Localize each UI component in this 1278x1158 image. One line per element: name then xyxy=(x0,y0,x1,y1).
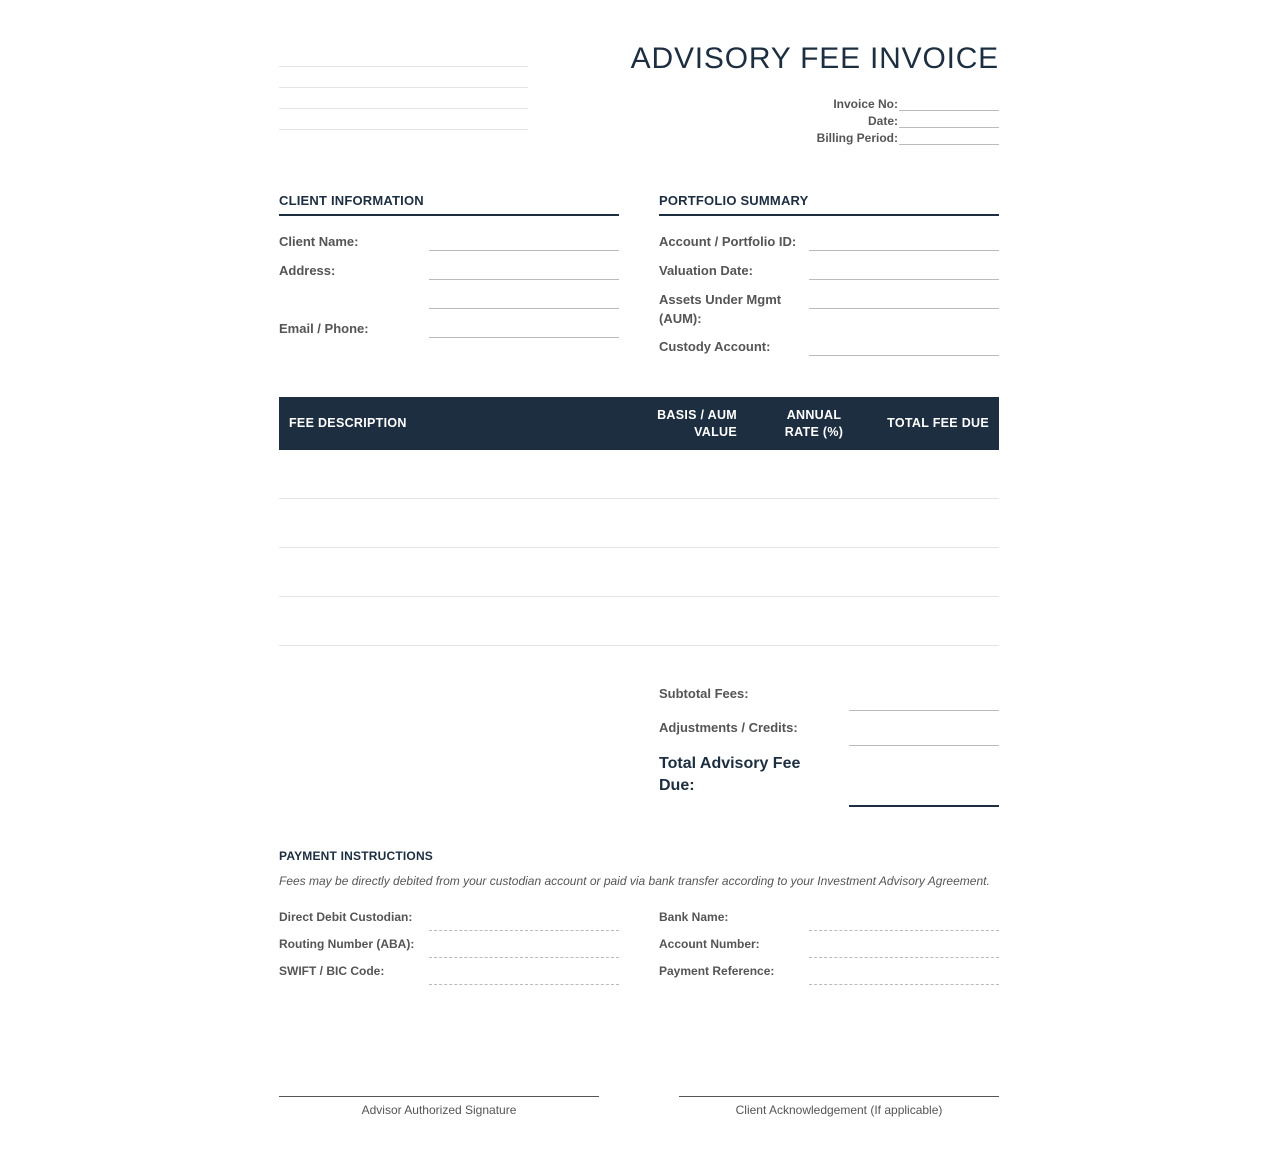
payment-reference-field[interactable] xyxy=(809,984,999,985)
table-row[interactable] xyxy=(279,597,999,646)
portfolio-summary-heading: PORTFOLIO SUMMARY xyxy=(659,193,999,216)
fee-table-header xyxy=(279,397,999,450)
date-label: Date: xyxy=(867,114,898,128)
advisor-signature-label: Advisor Authorized Signature xyxy=(361,1103,517,1117)
subtotal-field[interactable] xyxy=(849,710,999,711)
email-phone-label: Email / Phone: xyxy=(279,321,369,336)
custody-account-field[interactable] xyxy=(809,355,999,356)
payment-instructions-heading: PAYMENT INSTRUCTIONS xyxy=(279,849,434,863)
routing-number-label: Routing Number (ABA): xyxy=(279,937,415,951)
direct-debit-field[interactable] xyxy=(429,930,619,931)
total-due-field[interactable] xyxy=(849,805,999,807)
custody-account-label: Custody Account: xyxy=(659,339,771,354)
adjustments-field[interactable] xyxy=(849,745,999,746)
col-annual-rate: ANNUAL RATE (%) xyxy=(784,407,844,439)
table-row[interactable] xyxy=(279,548,999,597)
col-basis-aum: BASIS / AUM VALUE xyxy=(657,407,737,439)
valuation-date-field[interactable] xyxy=(809,279,999,280)
aum-label: Assets Under Mgmt (AUM): xyxy=(659,292,782,326)
col-total-fee: TOTAL FEE DUE xyxy=(887,416,989,430)
address-label: Address: xyxy=(279,263,336,278)
date-field[interactable] xyxy=(899,112,999,128)
company-line[interactable] xyxy=(279,109,528,130)
billing-period-label: Billing Period: xyxy=(816,131,898,145)
client-info-heading: CLIENT INFORMATION xyxy=(279,193,619,216)
table-row[interactable] xyxy=(279,450,999,499)
company-info-block xyxy=(279,46,528,130)
bank-name-label: Bank Name: xyxy=(659,910,729,924)
invoice-no-row xyxy=(699,94,999,111)
valuation-date-label: Valuation Date: xyxy=(659,263,753,278)
fee-table xyxy=(279,397,999,646)
account-id-field[interactable] xyxy=(809,250,999,251)
payment-reference-label: Payment Reference: xyxy=(659,964,775,978)
total-due-label: Total Advisory Fee Due: xyxy=(659,755,801,794)
client-info-fields xyxy=(279,232,619,352)
advisor-signature-line[interactable] xyxy=(279,1096,599,1117)
company-line[interactable] xyxy=(279,67,528,88)
billing-period-field[interactable] xyxy=(899,129,999,145)
invoice-title: ADVISORY FEE INVOICE xyxy=(630,42,999,75)
address-field-2[interactable] xyxy=(429,308,619,309)
col-fee-description: FEE DESCRIPTION xyxy=(289,416,407,430)
portfolio-fields xyxy=(659,232,999,362)
invoice-no-label: Invoice No: xyxy=(833,97,898,111)
date-row xyxy=(699,111,999,128)
account-number-field[interactable] xyxy=(809,957,999,958)
routing-number-field[interactable] xyxy=(429,957,619,958)
swift-code-field[interactable] xyxy=(429,984,619,985)
account-id-label: Account / Portfolio ID: xyxy=(659,234,797,249)
company-line[interactable] xyxy=(279,88,528,109)
bank-name-field[interactable] xyxy=(809,930,999,931)
client-signature-line[interactable] xyxy=(679,1096,999,1117)
client-name-label: Client Name: xyxy=(279,234,359,249)
aum-field[interactable] xyxy=(809,308,999,309)
subtotal-label: Subtotal Fees: xyxy=(659,686,749,701)
account-number-label: Account Number: xyxy=(659,937,760,951)
adjustments-label: Adjustments / Credits: xyxy=(659,720,798,735)
email-phone-field[interactable] xyxy=(429,337,619,338)
invoice-meta xyxy=(699,94,999,145)
client-name-field[interactable] xyxy=(429,250,619,251)
payment-note: Fees may be directly debited from your custodian account or paid via bank transfer according to your Investment Advisory Agreement. xyxy=(279,874,990,888)
billing-period-row xyxy=(699,128,999,145)
table-row[interactable] xyxy=(279,499,999,548)
direct-debit-label: Direct Debit Custodian: xyxy=(279,910,413,924)
client-signature-label: Client Acknowledgement (If applicable) xyxy=(735,1103,943,1117)
company-line[interactable] xyxy=(279,46,528,67)
invoice-no-field[interactable] xyxy=(899,95,999,111)
address-field-1[interactable] xyxy=(429,279,619,280)
swift-code-label: SWIFT / BIC Code: xyxy=(279,964,385,978)
invoice-page xyxy=(279,0,999,1158)
